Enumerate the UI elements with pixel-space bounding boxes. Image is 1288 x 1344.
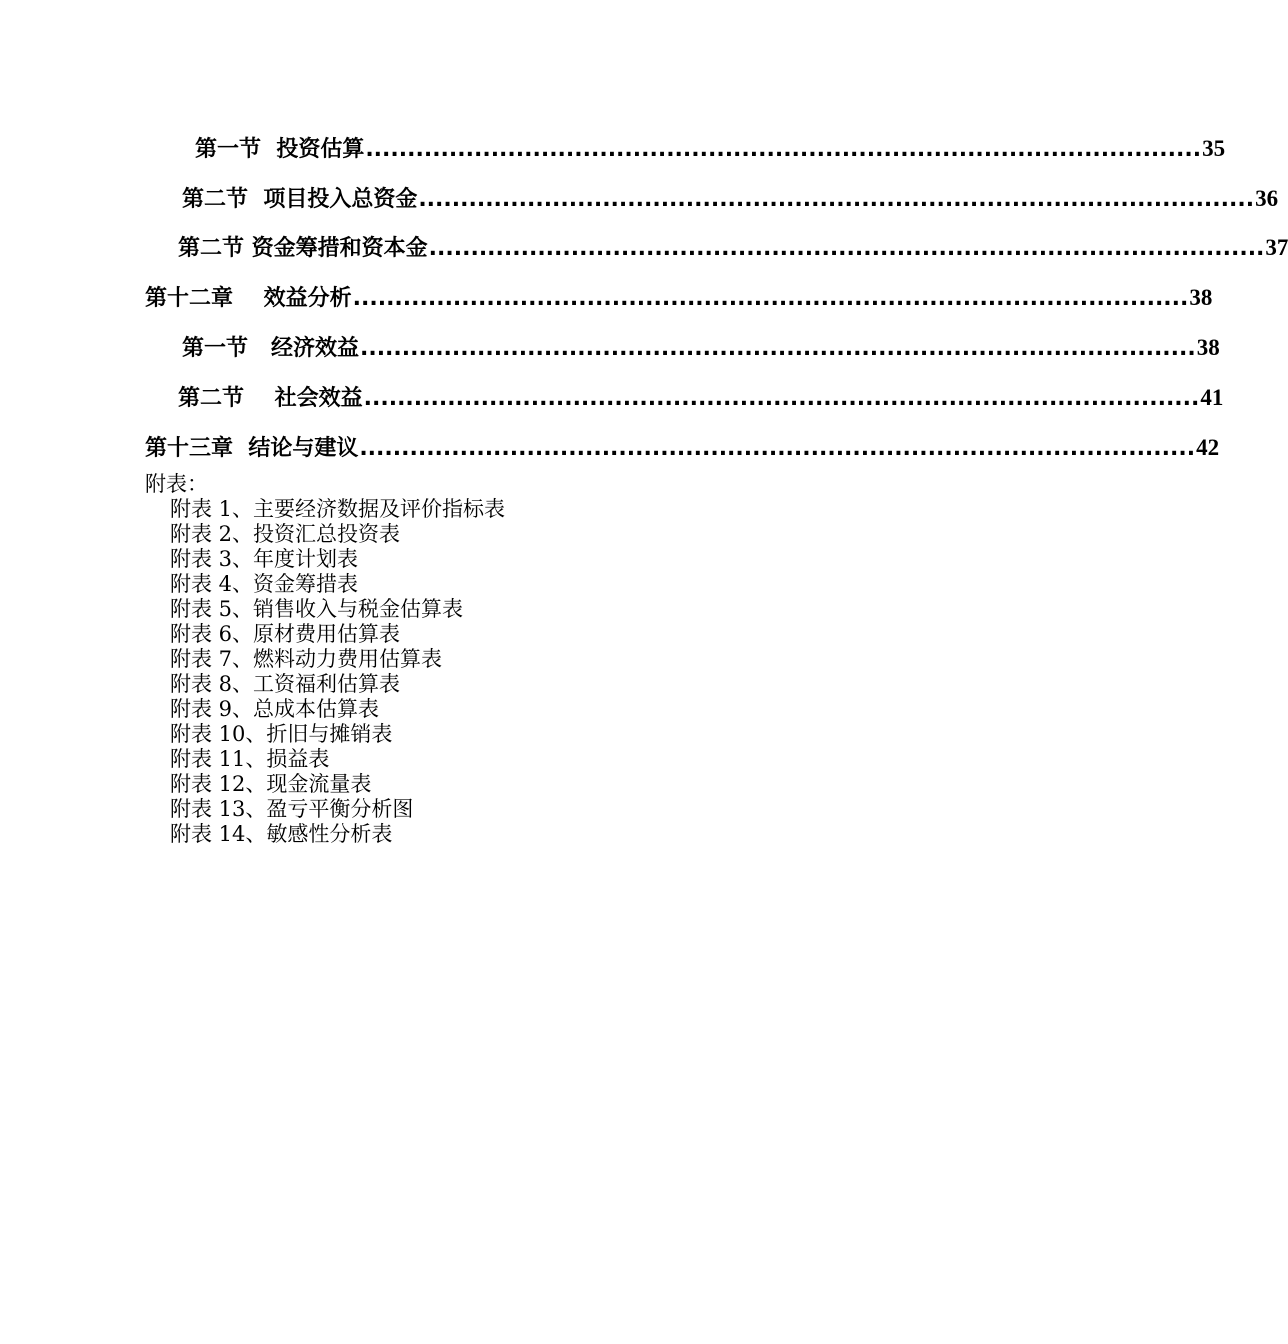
appendix-section [145, 472, 505, 847]
appendix-list [145, 497, 505, 847]
toc-entry-chapter-13[interactable] [145, 433, 1220, 464]
appendix-heading: 附表： [145, 472, 208, 496]
toc-leader-dots: .................................................................................................... [418, 187, 1255, 212]
appendix-item: 附表 12、现金流量表 [170, 772, 372, 796]
toc-leader-dots: .................................................................................................... [363, 386, 1200, 411]
appendix-item: 附表 10、折旧与摊销表 [170, 722, 393, 746]
toc-entry-title: 第二节 社会效益 [178, 386, 363, 411]
appendix-item: 附表 5、销售收入与税金估算表 [170, 597, 464, 621]
toc-entry-title: 第一节 投资估算 [195, 137, 365, 162]
appendix-item: 附表 14、敏感性分析表 [170, 822, 393, 846]
toc-entry-fund-raising[interactable] [178, 233, 1288, 264]
toc-entry-economic-benefit[interactable] [182, 333, 1220, 364]
appendix-item: 附表 4、资金筹措表 [170, 572, 359, 596]
toc-leader-dots: .................................................................................................... [365, 137, 1202, 162]
appendix-item: 附表 13、盈亏平衡分析图 [170, 797, 414, 821]
toc-leader-dots: .................................................................................................... [428, 236, 1265, 261]
toc-leader-dots: .................................................................................................... [352, 286, 1189, 311]
toc-page-number: 37 [1265, 235, 1288, 260]
toc-page-number: 38 [1196, 335, 1220, 360]
toc-leader-dots: .................................................................................................... [359, 336, 1196, 361]
appendix-item: 附表 2、投资汇总投资表 [170, 522, 401, 546]
appendix-item: 附表 8、工资福利估算表 [170, 672, 401, 696]
toc-entry-chapter-12[interactable] [145, 283, 1213, 314]
appendix-item: 附表 6、原材费用估算表 [170, 622, 401, 646]
appendix-item: 附表 3、年度计划表 [170, 547, 359, 571]
toc-entry-total-funds[interactable] [182, 184, 1279, 215]
toc-entry-social-benefit[interactable] [178, 383, 1224, 414]
toc-entry-title: 第十二章 效益分析 [145, 286, 352, 311]
toc-page-number: 38 [1189, 285, 1213, 310]
appendix-item: 附表 11、损益表 [170, 747, 330, 771]
toc-entry-title: 第二节 资金筹措和资本金 [178, 236, 428, 261]
toc-page-number: 36 [1255, 186, 1279, 211]
appendix-item: 附表 7、燃料动力费用估算表 [170, 647, 443, 671]
toc-leader-dots: .................................................................................................... [359, 436, 1196, 461]
toc-page-number: 35 [1202, 136, 1226, 161]
toc-entry-title: 第一节 经济效益 [182, 336, 359, 361]
toc-page-number: 41 [1200, 385, 1224, 410]
toc-page-number: 42 [1196, 435, 1220, 460]
toc-entry-title: 第二节 项目投入总资金 [182, 187, 418, 212]
appendix-item: 附表 1、主要经济数据及评价指标表 [170, 497, 506, 521]
toc-entry-title: 第十三章 结论与建议 [145, 436, 359, 461]
toc-entry-investment-estimate[interactable] [195, 134, 1226, 165]
appendix-item: 附表 9、总成本估算表 [170, 697, 380, 721]
